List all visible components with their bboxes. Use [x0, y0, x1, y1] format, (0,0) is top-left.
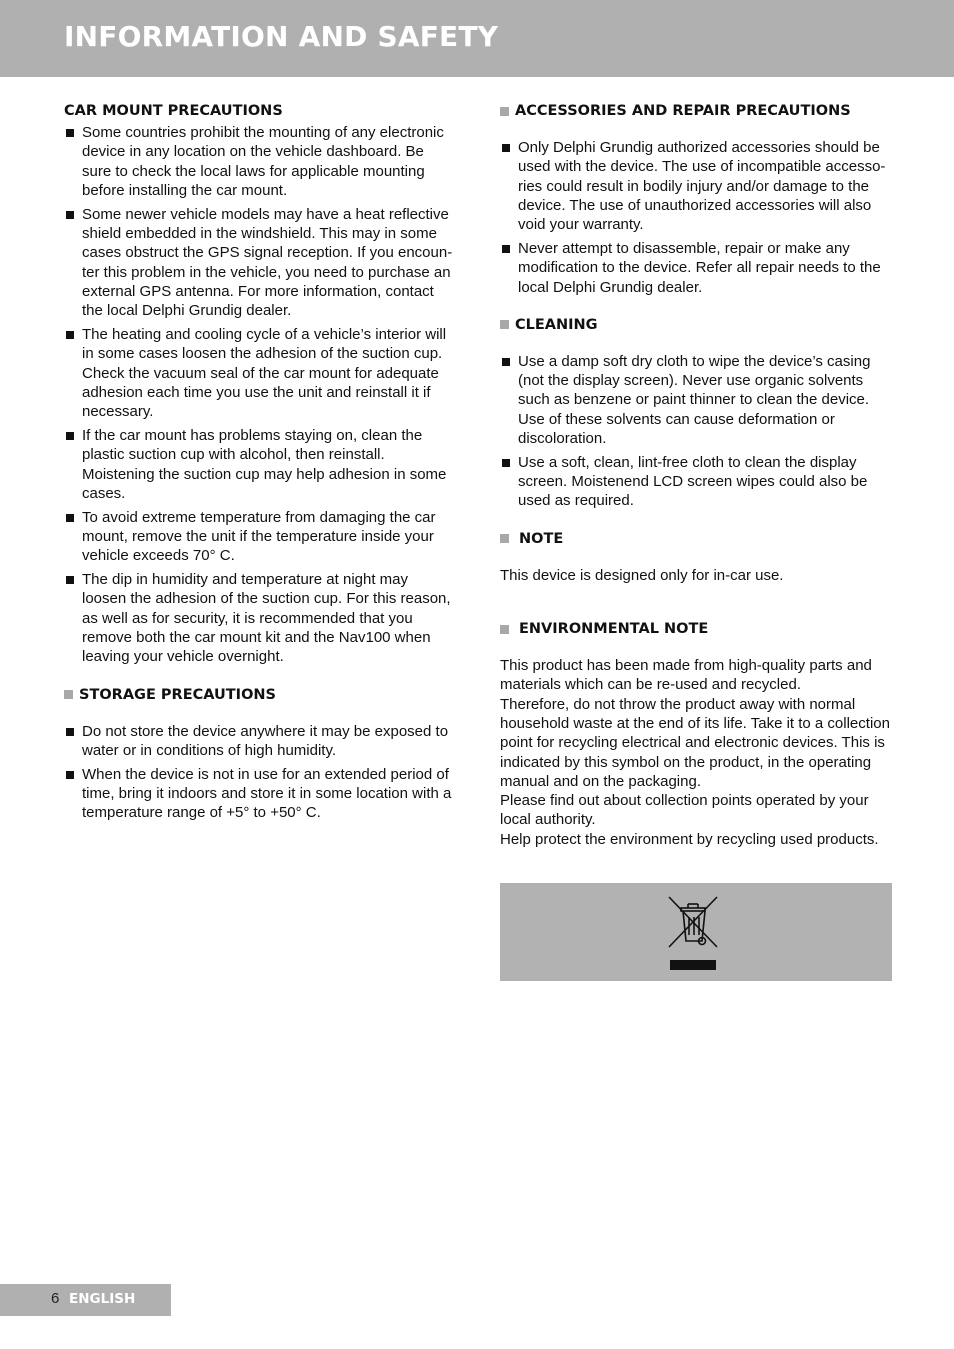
page-footer [0, 1284, 171, 1316]
bullet-square-icon [66, 576, 74, 584]
heading-square-icon [64, 690, 73, 699]
list-item: Some newer vehicle models may have a heat reflective shield embedded in the windshield. This may in some cases obstruct the GPS signal reception. If you encoun-ter this problem in the vehicle, you need to purchase an external GPS antenna. For more information, contact the local Delphi Grundig dealer. [64, 205, 456, 321]
environmental-heading: ENVIRONMENTAL NOTE [500, 619, 892, 639]
storage-heading: STORAGE PRECAUTIONS [64, 685, 456, 705]
list-item: The dip in humidity and temperature at night may loosen the adhesion of the suction cup. For this reason, as well as for security, it is recommended that you remove both the car mount kit and the Nav100 when leaving your vehicle overnight. [64, 570, 456, 666]
environmental-paragraph: Please find out about collection points operated by your local authority. [500, 792, 869, 829]
bullet-square-icon [66, 129, 74, 137]
list-item: The heating and cooling cycle of a vehicle’s interior will in some cases loosen the adhesion of the suction cup. Check the vacuum seal of the car mount for adequate adhesion each time you use the unit and reinstall it if necessary. [64, 325, 456, 421]
right-column [500, 101, 892, 849]
cleaning-heading: CLEANING [500, 315, 892, 335]
bullet-square-icon [66, 331, 74, 339]
bullet-square-icon [502, 358, 510, 366]
weee-symbol-panel [500, 883, 892, 981]
bullet-square-icon [502, 245, 510, 253]
list-item: Only Delphi Grundig authorized accessories should be used with the device. The use of incompatible accesso-ries could result in bodily injury and/or damage to the device. The use of unauthorized accessories will also void your warranty. [500, 138, 892, 234]
left-column [64, 101, 456, 827]
crossed-out-wheelie-bin-icon [666, 895, 722, 973]
environmental-paragraph: Therefore, do not throw the product away with normal household waste at the end of its life. Take it to a collection point for recycling electrical and electronic devices. This is indicated by this symbol on the product, in the operating manual and on the packaging. [500, 695, 890, 790]
accessories-list [500, 138, 892, 297]
list-item: To avoid extreme temperature from damaging the car mount, remove the unit if the temperature inside your vehicle exceeds 70° C. [64, 508, 456, 566]
note-heading: NOTE [500, 529, 892, 549]
language-label: ENGLISH [69, 1291, 136, 1307]
car-mount-list [64, 123, 456, 667]
page-number: 6 [51, 1290, 60, 1307]
heading-square-icon [500, 534, 509, 543]
list-item: If the car mount has problems staying on, clean the plastic suction cup with alcohol, then reinstall. Moistening the suction cup may help adhesion in some cases. [64, 426, 456, 503]
bullet-square-icon [66, 211, 74, 219]
heading-square-icon [500, 107, 509, 116]
bullet-square-icon [502, 459, 510, 467]
bullet-square-icon [66, 514, 74, 522]
environmental-paragraph: This product has been made from high-quality parts and materials which can be re-used and recycled. [500, 657, 872, 694]
accessories-heading: ACCESSORIES AND REPAIR PRECAUTIONS [500, 101, 892, 121]
heading-square-icon [500, 625, 509, 634]
car-mount-heading: CAR MOUNT PRECAUTIONS [64, 103, 283, 119]
environmental-paragraph: Help protect the environment by recycling used products. [500, 830, 879, 848]
page-title: INFORMATION AND SAFETY [64, 20, 499, 53]
bullet-square-icon [502, 144, 510, 152]
bullet-square-icon [66, 728, 74, 736]
list-item: Use a soft, clean, lint-free cloth to clean the display screen. Moistenend LCD screen wipes could also be used as required. [500, 453, 892, 511]
list-item: Some countries prohibit the mounting of any electronic device in any location on the vehicle dashboard. Be sure to check the local laws for applicable mounting before installing the car mount. [64, 123, 456, 200]
header-banner [0, 0, 954, 77]
list-item: Never attempt to disassemble, repair or make any modification to the device. Refer all repair needs to the local Delphi Grundig dealer. [500, 239, 892, 297]
bullet-square-icon [66, 771, 74, 779]
list-item: Use a damp soft dry cloth to wipe the device’s casing (not the display screen). Never use organic solvents such as benzene or paint thinner to clean the device. Use of these solvents can cause deformation or discoloration. [500, 352, 892, 448]
heading-square-icon [500, 320, 509, 329]
list-item: When the device is not in use for an extended period of time, bring it indoors and store it in some location with a temperature range of +5° to +50° C. [64, 765, 456, 823]
storage-list [64, 722, 456, 823]
bullet-square-icon [66, 432, 74, 440]
cleaning-list [500, 352, 892, 511]
note-text: This device is designed only for in-car use. [500, 566, 784, 584]
list-item: Do not store the device anywhere it may be exposed to water or in conditions of high humidity. [64, 722, 456, 761]
